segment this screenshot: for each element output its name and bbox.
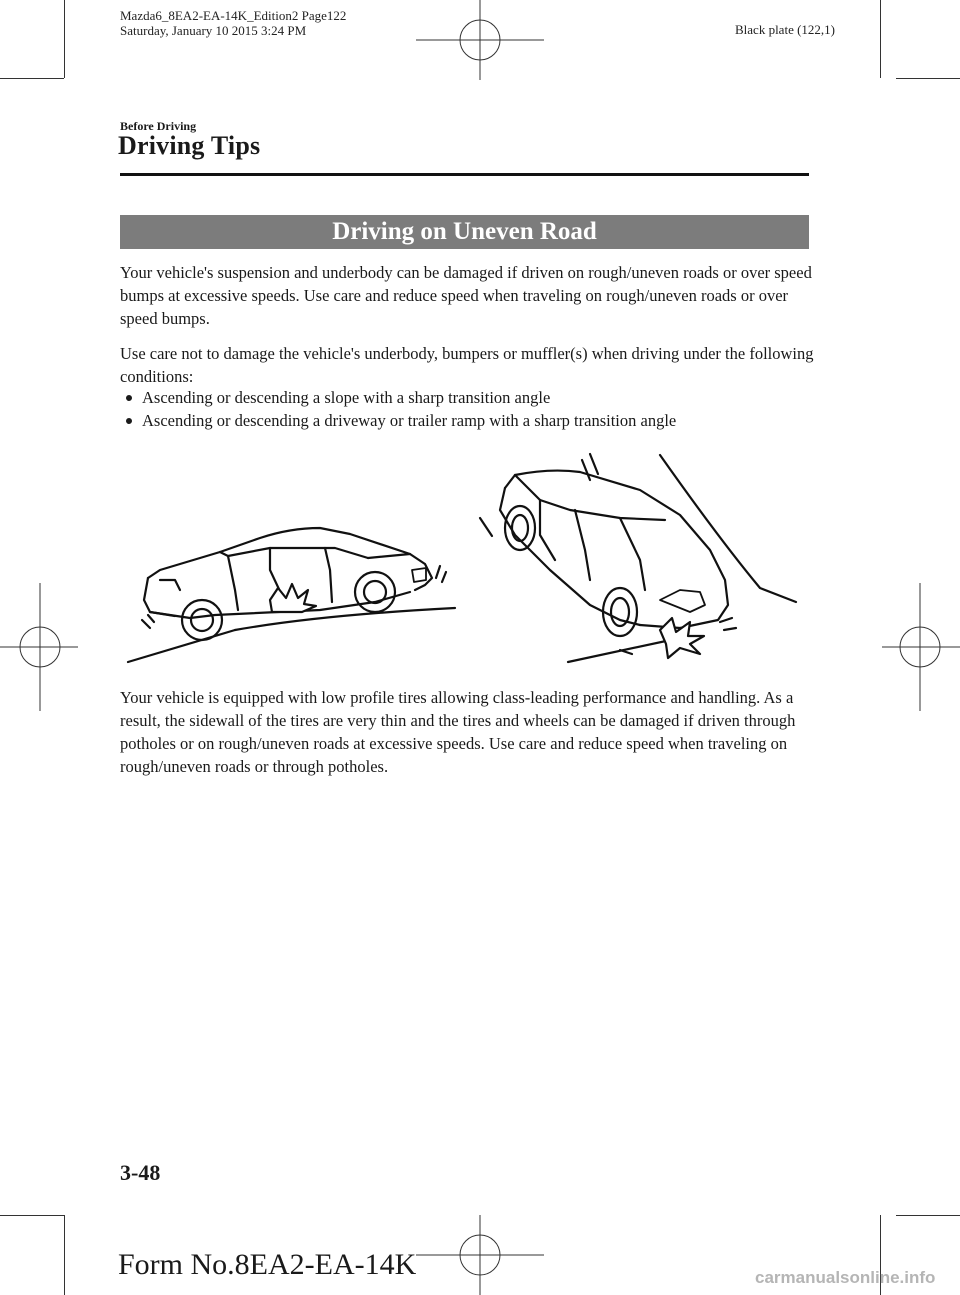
bullet-icon <box>126 418 132 424</box>
car-on-slope-underbody-impact-icon <box>128 528 455 662</box>
section-heading-text: Driving on Uneven Road <box>332 218 597 245</box>
bullet-icon <box>126 395 132 401</box>
section-heading <box>120 215 809 249</box>
section-label: Before Driving <box>120 119 197 133</box>
conditions-list <box>122 386 822 432</box>
page-number: 3-48 <box>120 1160 161 1185</box>
plate-label: Black plate (122,1) <box>735 22 835 37</box>
list-item: Ascending or descending a slope with a sharp transition angle <box>122 386 822 409</box>
car-on-ramp-bumper-impact-icon <box>480 454 796 662</box>
conditions-paragraph: Use care not to damage the vehicle's underbody, bumpers or muffler(s) when driving under the following conditions: <box>120 344 814 386</box>
title-rule <box>120 173 809 176</box>
intro-paragraph: Your vehicle's suspension and underbody can be damaged if driven on rough/uneven roads or over speed bumps at excessive speeds. Use care and reduce speed when traveling on rough/uneven roads or over speed bumps. <box>120 263 812 328</box>
print-meta <box>120 8 346 38</box>
print-file-line: Mazda6_8EA2-EA-14K_Edition2 Page122 <box>120 8 347 23</box>
print-date-line: Saturday, January 10 2015 3:24 PM <box>120 23 307 38</box>
list-item: Ascending or descending a driveway or trailer ramp with a sharp transition angle <box>122 409 822 432</box>
form-number: Form No.8EA2-EA-14K <box>118 1248 417 1281</box>
uneven-road-illustration <box>120 440 810 675</box>
tires-paragraph: Your vehicle is equipped with low profile tires allowing class-leading performance and handling. As a result, the sidewall of the tires are very thin and the tires and wheels can be damaged if driven through potholes or on rough/uneven roads at excessive speeds. Use care and reduce speed when traveling on rough/uneven roads or through potholes. <box>120 688 796 776</box>
watermark: carmanualsonline.info <box>755 1268 936 1287</box>
page-title: Driving Tips <box>118 131 261 160</box>
